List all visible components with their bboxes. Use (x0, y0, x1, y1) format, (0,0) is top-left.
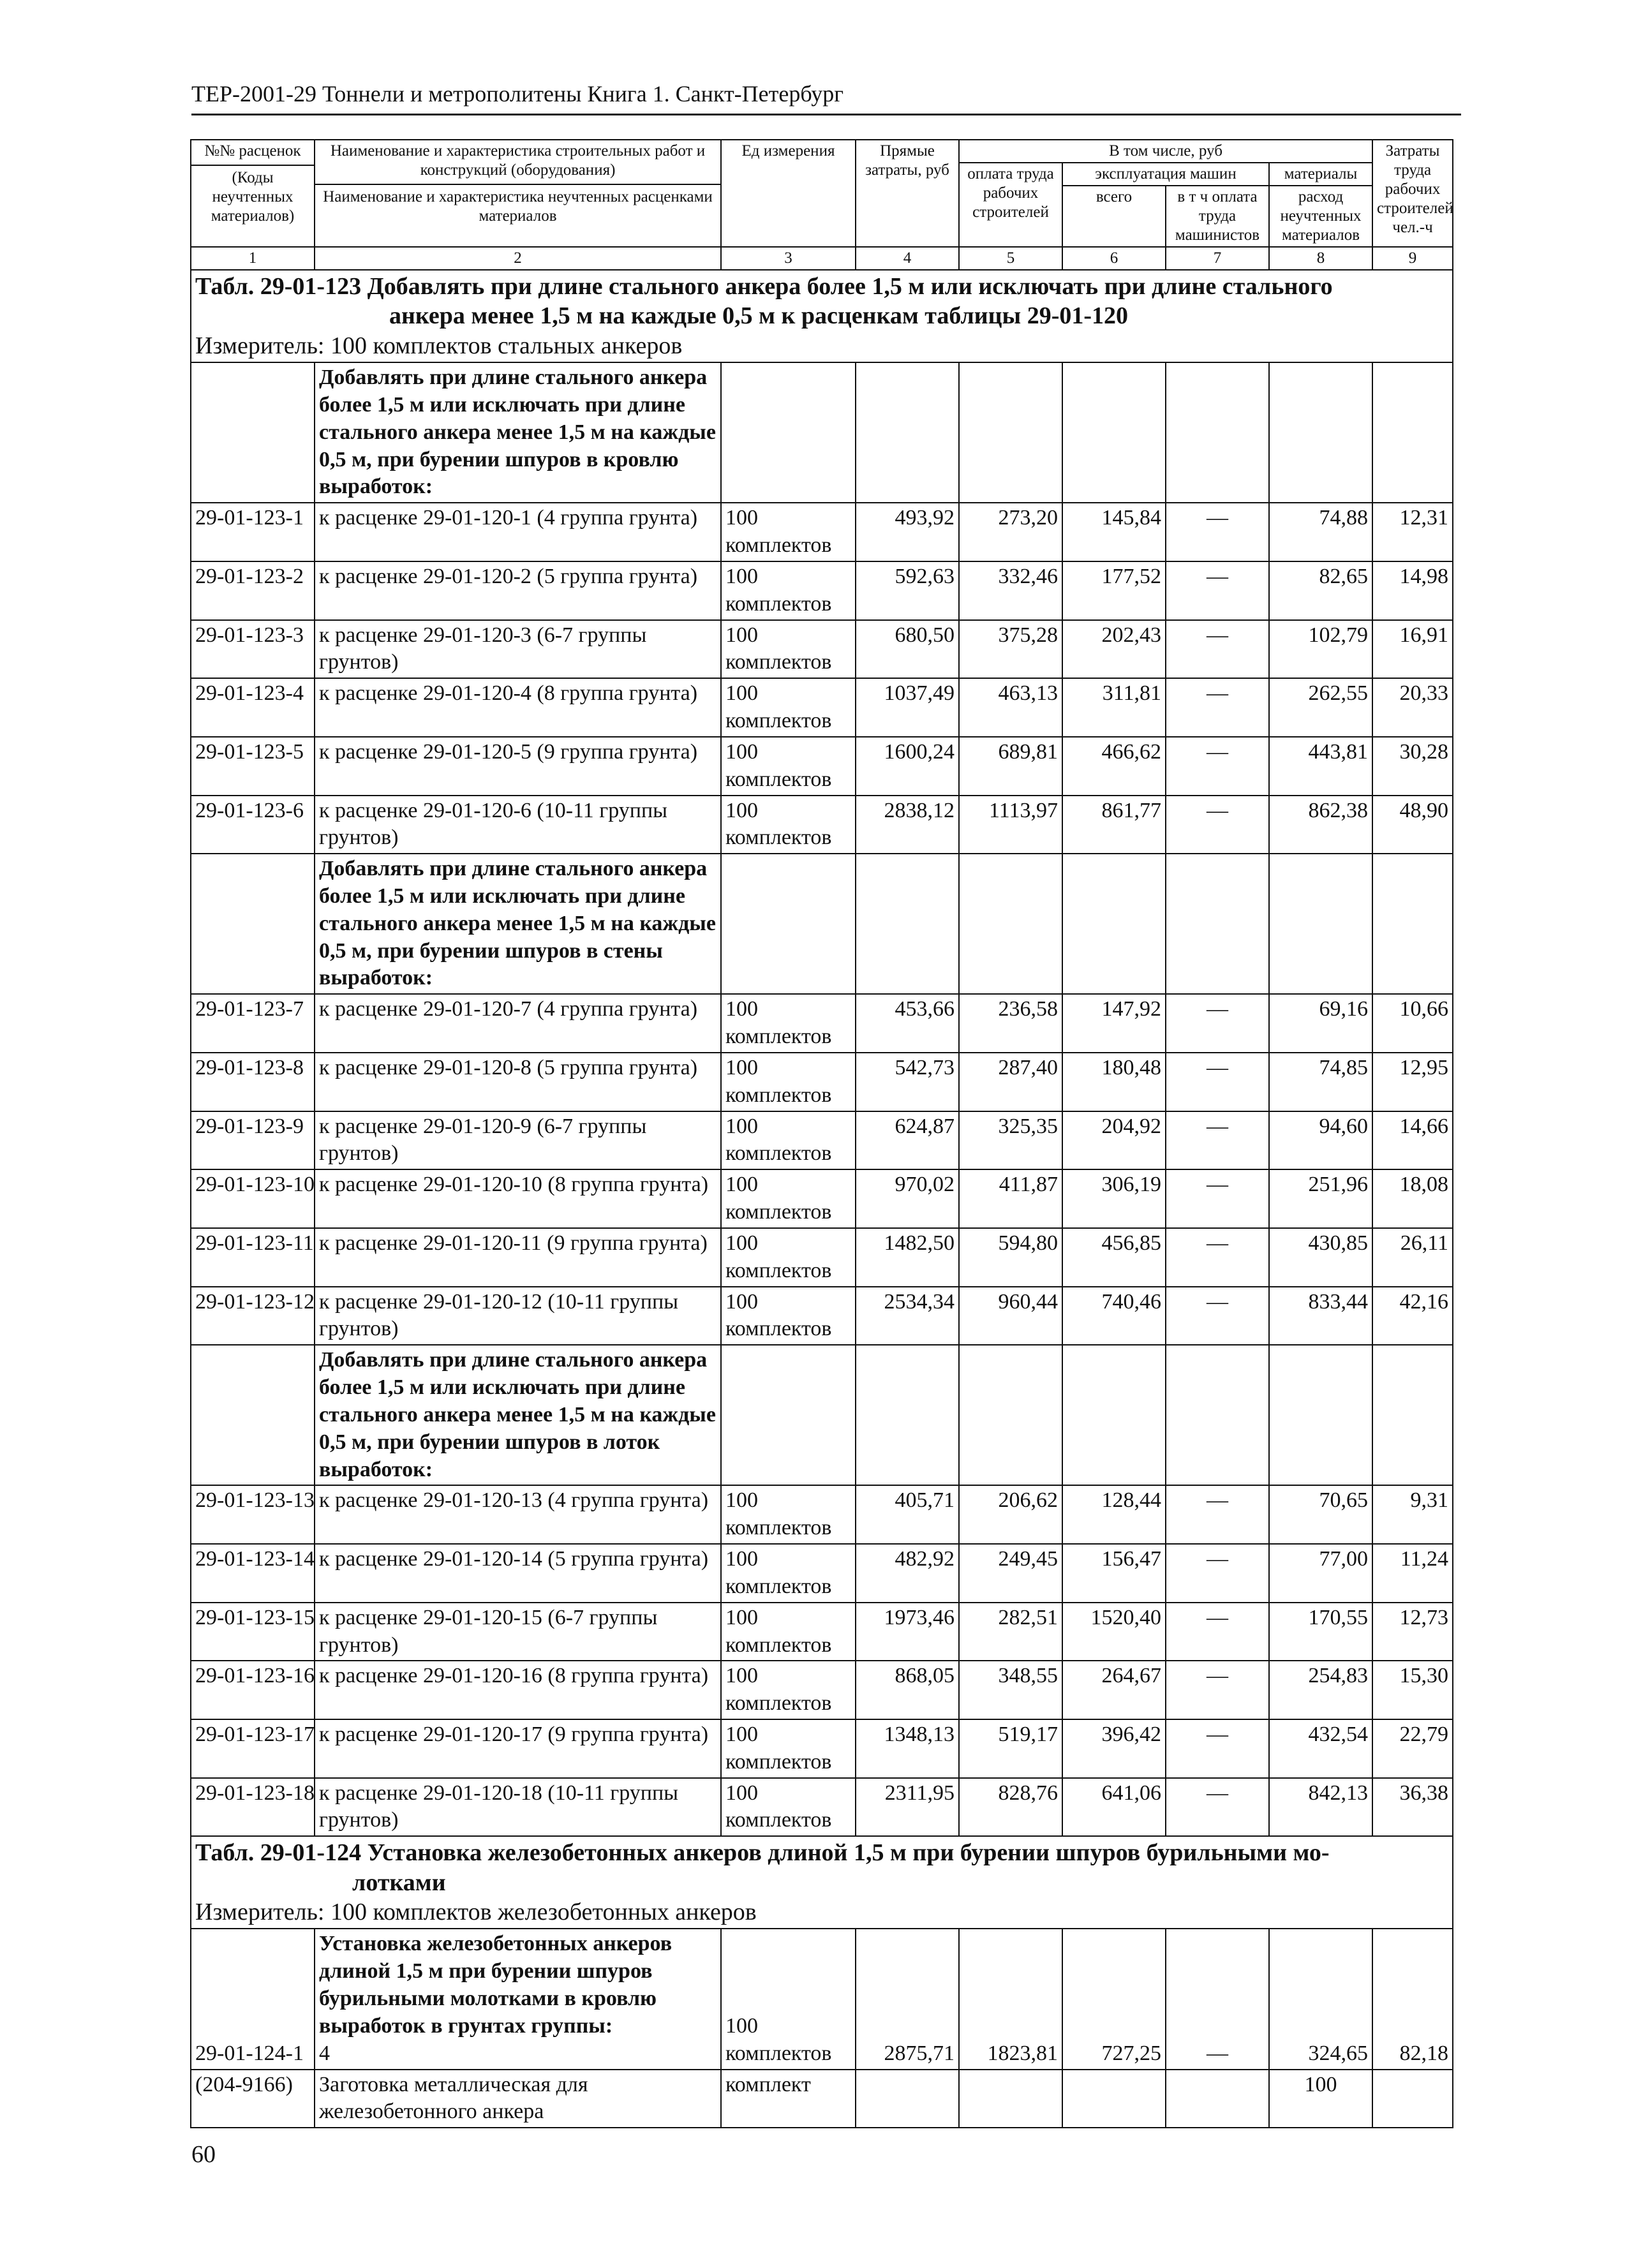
row-unit: 100 комплектов (721, 1929, 856, 2069)
row-code: 29-01-123-12 (191, 1287, 315, 1345)
row-materials: 833,44 (1269, 1287, 1372, 1345)
row-code: 29-01-123-18 (191, 1778, 315, 1837)
row-machine-operators: — (1166, 1228, 1269, 1287)
row-name: к расценке 29-01-120-4 (8 группа грунта) (315, 678, 721, 737)
row-name: к расценке 29-01-120-10 (8 группа грунта) (315, 1169, 721, 1228)
row-materials: 102,79 (1269, 620, 1372, 679)
row-labor-pay: 287,40 (959, 1053, 1062, 1111)
row-labor-hours: 30,28 (1372, 737, 1453, 796)
row-machines-total: 727,25 (1062, 1929, 1166, 2069)
row-machine-operators: — (1166, 1778, 1269, 1837)
row-materials: 432,54 (1269, 1719, 1372, 1778)
row-labor-pay: 1113,97 (959, 796, 1062, 854)
table-row (191, 1053, 1453, 1111)
row-direct-cost: 1482,50 (856, 1228, 959, 1287)
row-machine-operators: — (1166, 1603, 1269, 1661)
row-labor-pay: 519,17 (959, 1719, 1062, 1778)
group-heading-row (191, 362, 1453, 503)
row-direct-cost: 2838,12 (856, 796, 959, 854)
row-machines-total: 311,81 (1062, 678, 1166, 737)
row-machines-total: 306,19 (1062, 1169, 1166, 1228)
row-name: к расценке 29-01-120-12 (10-11 группы грунтов) (315, 1287, 721, 1345)
row-machine-operators: — (1166, 1053, 1269, 1111)
table-row (191, 1719, 1453, 1778)
row-machines-total: 128,44 (1062, 1485, 1166, 1544)
row-machines-total: 466,62 (1062, 737, 1166, 796)
code-column-title: №№ расценок (204, 142, 301, 159)
material-code-column-title: (Коды неучтенных материалов) (191, 165, 314, 226)
row-labor-hours: 26,11 (1372, 1228, 1453, 1287)
machines-column-header: эксплуатация машин (1062, 163, 1269, 186)
row-labor-pay: 689,81 (959, 737, 1062, 796)
table-row (191, 796, 1453, 854)
row-direct-cost: 1973,46 (856, 1603, 959, 1661)
row-labor-pay: 463,13 (959, 678, 1062, 737)
row-unit: 100 комплектов (721, 561, 856, 620)
row-labor-hours: 22,79 (1372, 1719, 1453, 1778)
row-name: к расценке 29-01-120-14 (5 группа грунта) (315, 1544, 721, 1603)
table-row (191, 994, 1453, 1053)
table-row (191, 1287, 1453, 1345)
row-materials: 77,00 (1269, 1544, 1372, 1603)
row-code: 29-01-123-11 (191, 1228, 315, 1287)
row-labor-hours: 14,98 (1372, 561, 1453, 620)
row-unit: 100 комплектов (721, 737, 856, 796)
row-name: к расценке 29-01-120-8 (5 группа грунта) (315, 1053, 721, 1111)
column-header-row (191, 140, 1453, 163)
row-unit: 100 комплектов (721, 1111, 856, 1170)
row-unit: 100 комплектов (721, 994, 856, 1053)
row-materials: 170,55 (1269, 1603, 1372, 1661)
code-column-header (191, 140, 315, 247)
row-code: 29-01-123-5 (191, 737, 315, 796)
table-row (191, 1485, 1453, 1544)
materials-column-header: материалы (1269, 163, 1372, 186)
table-row (191, 1228, 1453, 1287)
row-name: к расценке 29-01-120-9 (6-7 группы грунтов) (315, 1111, 721, 1170)
row-unit: 100 комплектов (721, 1287, 856, 1345)
table-row (191, 1661, 1453, 1719)
row-machines-total: 1520,40 (1062, 1603, 1166, 1661)
row-direct-cost: 1348,13 (856, 1719, 959, 1778)
row-direct-cost: 970,02 (856, 1169, 959, 1228)
row-machines-total: 740,46 (1062, 1287, 1166, 1345)
including-header: В том числе, руб (959, 140, 1372, 163)
row-machine-operators: — (1166, 1169, 1269, 1228)
row-machine-operators: — (1166, 678, 1269, 737)
row-labor-pay: 282,51 (959, 1603, 1062, 1661)
row-code: 29-01-123-2 (191, 561, 315, 620)
row-unit: 100 комплектов (721, 1485, 856, 1544)
row-machine-operators: — (1166, 994, 1269, 1053)
row-machine-operators: — (1166, 1544, 1269, 1603)
row-labor-pay: 348,55 (959, 1661, 1062, 1719)
row-labor-hours: 15,30 (1372, 1661, 1453, 1719)
row-name: к расценке 29-01-120-1 (4 группа грунта) (315, 503, 721, 561)
table-row (191, 737, 1453, 796)
row-materials: 69,16 (1269, 994, 1372, 1053)
row-machines-total: 180,48 (1062, 1053, 1166, 1111)
row-unit: 100 комплектов (721, 1603, 856, 1661)
header-rule (191, 114, 1461, 115)
group-heading: Добавлять при длине стального анкера более 1,5 м или исключать при длине стального анкера менее 1,5 м на каждые 0,5 м, при бурении шпуров в кровлю выработок: (315, 362, 721, 503)
row-materials: 74,88 (1269, 503, 1372, 561)
row-name: к расценке 29-01-120-2 (5 группа грунта) (315, 561, 721, 620)
row-labor-hours: 10,66 (1372, 994, 1453, 1053)
table-row (191, 1603, 1453, 1661)
material-name-column-title: Наименование и характеристика неучтенных расценками материалов (315, 184, 720, 226)
row-code: 29-01-123-1 (191, 503, 315, 561)
row-direct-cost: 2311,95 (856, 1778, 959, 1837)
row-labor-hours: 12,95 (1372, 1053, 1453, 1111)
row-labor-pay: 236,58 (959, 994, 1062, 1053)
row-labor-pay: 249,45 (959, 1544, 1062, 1603)
row-machine-operators: — (1166, 796, 1269, 854)
materials-consumption-column-header: расход неучтенных материалов (1269, 186, 1372, 247)
row-machine-operators: — (1166, 1661, 1269, 1719)
row-code: 29-01-123-4 (191, 678, 315, 737)
row-labor-pay: 828,76 (959, 1778, 1062, 1837)
row-labor-hours: 11,24 (1372, 1544, 1453, 1603)
row-code: 29-01-123-16 (191, 1661, 315, 1719)
table-row (191, 561, 1453, 620)
row-machines-total: 456,85 (1062, 1228, 1166, 1287)
row-machines-total: 147,92 (1062, 994, 1166, 1053)
machines-total-column-header: всего (1062, 186, 1166, 247)
row-code: 29-01-123-15 (191, 1603, 315, 1661)
row-labor-pay: 960,44 (959, 1287, 1062, 1345)
row-materials: 94,60 (1269, 1111, 1372, 1170)
column-number-row: 1 2 3 4 5 6 7 8 9 (191, 247, 1453, 270)
row-code: 29-01-123-17 (191, 1719, 315, 1778)
table-row (191, 1544, 1453, 1603)
row-code: 29-01-123-8 (191, 1053, 315, 1111)
machine-operators-column-header: в т ч оплата труда машинистов (1166, 186, 1269, 247)
row-labor-pay: 273,20 (959, 503, 1062, 561)
row-code: 29-01-123-3 (191, 620, 315, 679)
row-machine-operators: — (1166, 1719, 1269, 1778)
row-labor-hours: 9,31 (1372, 1485, 1453, 1544)
group-heading: Добавлять при длине стального анкера более 1,5 м или исключать при длине стального анкера менее 1,5 м на каждые 0,5 м, при бурении шпуров в стены выработок: (315, 854, 721, 994)
section-title: Табл. 29-01-123 Добавлять при длине стального анкера более 1,5 м или исключать при длине стального анкера менее 1,5 м на каждые 0,5 м к расценкам таблицы 29-01-120 (195, 273, 1333, 330)
table-row (191, 1778, 1453, 1837)
table-row (191, 620, 1453, 679)
labor-hours-column-header: Затраты труда рабочих строителей чел.-ч (1372, 140, 1453, 247)
row-machine-operators: — (1166, 737, 1269, 796)
row-name: к расценке 29-01-120-15 (6-7 группы грунтов) (315, 1603, 721, 1661)
row-direct-cost: 592,63 (856, 561, 959, 620)
row-name: к расценке 29-01-120-11 (9 группа грунта) (315, 1228, 721, 1287)
row-materials: 262,55 (1269, 678, 1372, 737)
material-name: Заготовка металлическая для железобетонного анкера (315, 2070, 721, 2128)
table-row (191, 1929, 1453, 2069)
row-labor-hours: 12,73 (1372, 1603, 1453, 1661)
row-materials: 842,13 (1269, 1778, 1372, 1837)
row-direct-cost: 680,50 (856, 620, 959, 679)
row-labor-hours: 82,18 (1372, 1929, 1453, 2069)
row-labor-pay: 594,80 (959, 1228, 1062, 1287)
row-materials: 443,81 (1269, 737, 1372, 796)
row-machine-operators: — (1166, 503, 1269, 561)
table-section-header (191, 1836, 1453, 1929)
row-machines-total: 156,47 (1062, 1544, 1166, 1603)
section-measure: Измеритель: 100 комплектов железобетонных анкеров (195, 1899, 757, 1926)
row-materials: 251,96 (1269, 1169, 1372, 1228)
row-unit: 100 комплектов (721, 1228, 856, 1287)
material-quantity: 100 (1269, 2070, 1372, 2128)
row-direct-cost: 1600,24 (856, 737, 959, 796)
row-labor-hours: 16,91 (1372, 620, 1453, 679)
row-code: 29-01-123-6 (191, 796, 315, 854)
row-materials: 70,65 (1269, 1485, 1372, 1544)
group-floor (191, 1345, 1453, 1836)
table-row (191, 1169, 1453, 1228)
row-machine-operators: — (1166, 620, 1269, 679)
row-materials: 254,83 (1269, 1661, 1372, 1719)
row-direct-cost: 482,92 (856, 1544, 959, 1603)
row-labor-hours: 18,08 (1372, 1169, 1453, 1228)
row-machines-total: 264,67 (1062, 1661, 1166, 1719)
row-name: к расценке 29-01-120-7 (4 группа грунта) (315, 994, 721, 1053)
row-labor-hours: 12,31 (1372, 503, 1453, 561)
row-labor-pay: 411,87 (959, 1169, 1062, 1228)
row-machines-total: 861,77 (1062, 796, 1166, 854)
row-name: к расценке 29-01-120-5 (9 группа грунта) (315, 737, 721, 796)
row-machine-operators: — (1166, 1111, 1269, 1170)
row-unit: 100 комплектов (721, 503, 856, 561)
row-name: к расценке 29-01-120-13 (4 группа грунта) (315, 1485, 721, 1544)
row-direct-cost: 1037,49 (856, 678, 959, 737)
row-direct-cost: 453,66 (856, 994, 959, 1053)
row-machines-total: 202,43 (1062, 620, 1166, 679)
row-labor-pay: 332,46 (959, 561, 1062, 620)
row-unit: 100 комплектов (721, 620, 856, 679)
row-labor-hours: 20,33 (1372, 678, 1453, 737)
row-name: к расценке 29-01-120-18 (10-11 группы грунтов) (315, 1778, 721, 1837)
row-machine-operators: — (1166, 1929, 1269, 2069)
row-code: 29-01-124-1 (191, 1929, 315, 2069)
row-unit: 100 комплектов (721, 678, 856, 737)
group-walls (191, 854, 1453, 1345)
row-materials: 82,65 (1269, 561, 1372, 620)
row-labor-hours: 42,16 (1372, 1287, 1453, 1345)
row-name: к расценке 29-01-120-16 (8 группа грунта) (315, 1661, 721, 1719)
row-name: к расценке 29-01-120-6 (10-11 группы грунтов) (315, 796, 721, 854)
section-title: Табл. 29-01-124 Установка железобетонных анкеров длиной 1,5 м при бурении шпуров бурильными мо- лотками (195, 1839, 1330, 1896)
row-materials: 324,65 (1269, 1929, 1372, 2069)
row-direct-cost: 542,73 (856, 1053, 959, 1111)
row-unit: 100 комплектов (721, 1661, 856, 1719)
row-unit: 100 комплектов (721, 1053, 856, 1111)
row-labor-pay: 1823,81 (959, 1929, 1062, 2069)
row-machines-total: 641,06 (1062, 1778, 1166, 1837)
row-materials: 74,85 (1269, 1053, 1372, 1111)
row-unit: 100 комплектов (721, 1719, 856, 1778)
row-unit: 100 комплектов (721, 796, 856, 854)
unit-column-header: Ед измерения (721, 140, 856, 247)
page-number: 60 (191, 2141, 216, 2168)
row-labor-hours: 36,38 (1372, 1778, 1453, 1837)
group-heading: Добавлять при длине стального анкера более 1,5 м или исключать при длине стального анкера менее 1,5 м на каждые 0,5 м, при бурении шпуров в лоток выработок: (315, 1345, 721, 1485)
row-direct-cost: 2534,34 (856, 1287, 959, 1345)
row-direct-cost: 405,71 (856, 1485, 959, 1544)
row-labor-pay: 375,28 (959, 620, 1062, 679)
row-unit: 100 комплектов (721, 1544, 856, 1603)
table-row (191, 503, 1453, 561)
row-direct-cost: 2875,71 (856, 1929, 959, 2069)
row-name: к расценке 29-01-120-17 (9 группа грунта) (315, 1719, 721, 1778)
material-unit: комплект (721, 2070, 856, 2128)
row-machine-operators: — (1166, 1287, 1269, 1345)
price-table (190, 139, 1453, 2128)
row-code: 29-01-123-9 (191, 1111, 315, 1170)
row-unit: 100 комплектов (721, 1778, 856, 1837)
row-machines-total: 177,52 (1062, 561, 1166, 620)
group-walls-roof (191, 362, 1453, 854)
row-labor-hours: 14,66 (1372, 1111, 1453, 1170)
row-machines-total: 204,92 (1062, 1111, 1166, 1170)
row-direct-cost: 868,05 (856, 1661, 959, 1719)
group-heading-row (191, 854, 1453, 994)
row-machines-total: 396,42 (1062, 1719, 1166, 1778)
group-heading-row (191, 1345, 1453, 1485)
row-labor-pay: 325,35 (959, 1111, 1062, 1170)
row-code: 29-01-123-14 (191, 1544, 315, 1603)
row-machines-total: 145,84 (1062, 503, 1166, 561)
labor-pay-column-header: оплата труда рабочих строителей (959, 163, 1062, 247)
row-direct-cost: 624,87 (856, 1111, 959, 1170)
row-code: 29-01-123-7 (191, 994, 315, 1053)
material-code: (204-9166) (191, 2070, 315, 2128)
table-row (191, 1111, 1453, 1170)
row-labor-hours: 48,90 (1372, 796, 1453, 854)
direct-cost-column-header: Прямые затраты, руб (856, 140, 959, 247)
row-machine-operators: — (1166, 1485, 1269, 1544)
table-row (191, 678, 1453, 737)
section-measure: Измеритель: 100 комплектов стальных анкеров (195, 332, 683, 359)
row-name: 4 (319, 2041, 330, 2065)
row-name: к расценке 29-01-120-3 (6-7 группы грунтов) (315, 620, 721, 679)
row-machine-operators: — (1166, 561, 1269, 620)
row-unit: 100 комплектов (721, 1169, 856, 1228)
row-code: 29-01-123-10 (191, 1169, 315, 1228)
row-direct-cost: 493,92 (856, 503, 959, 561)
group-heading: Установка железобетонных анкеров длиной 1,5 м при бурении шпуров бурильными молотками в кровлю выработок в грунтах группы: (319, 1932, 672, 2038)
material-row (191, 2070, 1453, 2128)
row-code: 29-01-123-13 (191, 1485, 315, 1544)
row-labor-pay: 206,62 (959, 1485, 1062, 1544)
row-materials: 862,38 (1269, 796, 1372, 854)
name-column-title: Наименование и характеристика строительных работ и конструкций (оборудования) (330, 142, 706, 179)
table-section-header (191, 270, 1453, 362)
running-header: ТЕР-2001-29 Тоннели и метрополитены Книга 1. Санкт-Петербург (191, 81, 844, 107)
name-column-header (315, 140, 721, 247)
row-materials: 430,85 (1269, 1228, 1372, 1287)
